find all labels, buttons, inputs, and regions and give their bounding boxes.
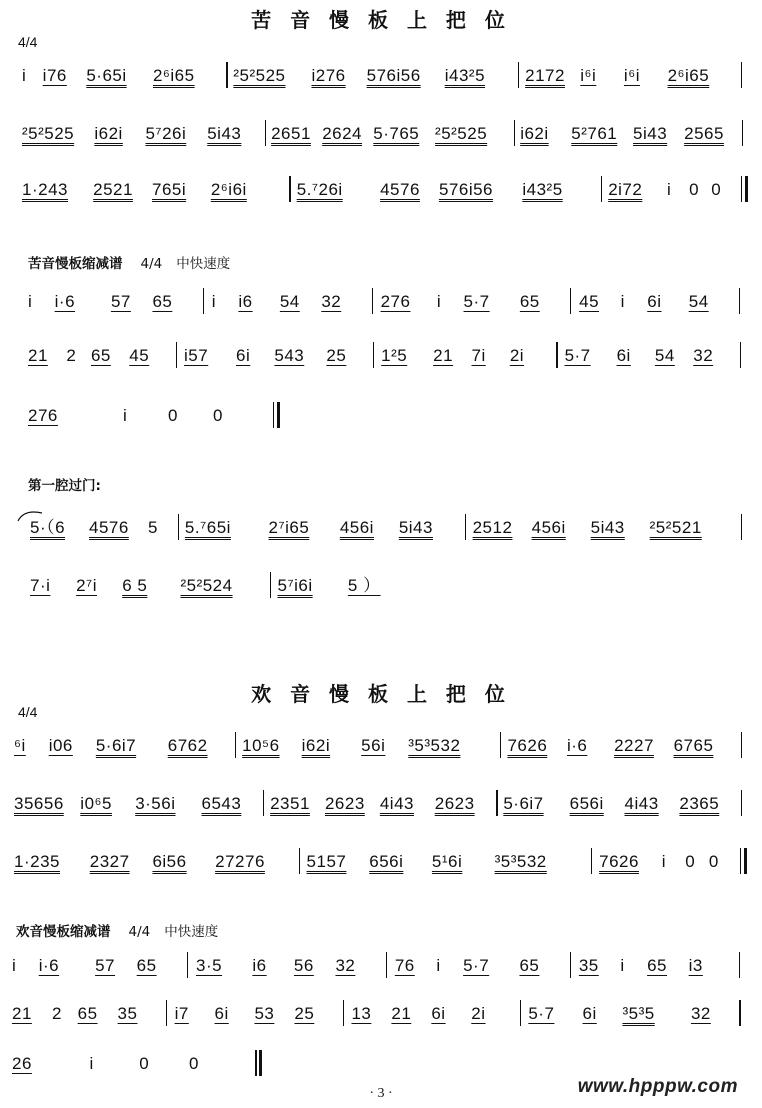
note-group: 2i72 <box>608 180 643 199</box>
note-group: 2227 <box>614 736 654 755</box>
note-group: 5i43 <box>590 518 625 537</box>
note-group: i62i <box>94 124 123 143</box>
note-group: 5·765 <box>373 124 420 143</box>
note-group: 5157 <box>306 852 347 871</box>
huanyin-reduced-tempo: 中快速度 <box>164 924 219 940</box>
note-group: 1·243 <box>22 180 68 199</box>
barline <box>176 342 177 368</box>
note-group: 2⁶i65 <box>152 66 195 85</box>
note-group: 21 <box>12 1004 32 1023</box>
note-group: 276 <box>380 292 411 311</box>
note-group: 21 <box>28 346 48 365</box>
note-group: i <box>211 292 216 311</box>
note-group: 6i <box>616 346 631 365</box>
note-group: 5·7 <box>564 346 591 365</box>
huanyin-reduced-heading <box>16 920 218 940</box>
barline <box>263 790 264 816</box>
notation-row <box>0 336 762 376</box>
notation-row <box>0 994 762 1034</box>
note-group: i43²5 <box>444 66 486 85</box>
note-group: 5·7 <box>463 956 490 975</box>
note-group: 65 <box>90 346 111 365</box>
huanyin-reduced-heading-text: 欢音慢板缩减谱 <box>16 924 111 940</box>
note-group: 76 <box>394 956 415 975</box>
note-group: 2623 <box>324 794 365 813</box>
note-group: i06 <box>48 736 73 755</box>
final-barline <box>255 1050 256 1076</box>
note-group: 576i56 <box>366 66 421 85</box>
note-group: 5·7 <box>463 292 490 311</box>
note-group: 2⁷i65 <box>268 518 310 537</box>
note-group: 2623 <box>434 794 475 813</box>
note-group: 656i <box>569 794 604 813</box>
note-group: 6765 <box>673 736 714 755</box>
note-group: 6i <box>431 1004 446 1023</box>
huanyin-meter: 4/4 <box>18 704 38 720</box>
note-group: i43²5 <box>522 180 563 199</box>
note-group: 4i43 <box>624 794 659 813</box>
note-group: i6 <box>252 956 267 975</box>
note-group: 0 <box>708 852 719 871</box>
note-group: i <box>436 292 442 311</box>
note-group: 4576 <box>89 518 129 537</box>
note-group: ³5³532 <box>408 736 461 755</box>
barline <box>514 120 515 146</box>
note-group: 5⁷i6i <box>277 576 313 595</box>
barline <box>601 176 602 202</box>
note-group: 5·7 <box>528 1004 555 1023</box>
note-group: 4576 <box>380 180 420 199</box>
note-group: i <box>123 406 128 425</box>
final-barline <box>741 176 742 202</box>
note-group: 0 <box>139 1054 150 1073</box>
note-group: i <box>620 956 625 975</box>
note-group: 53 <box>254 1004 275 1023</box>
note-group: 543 <box>274 346 305 365</box>
note-group: 32 <box>693 346 714 365</box>
watermark-logo: www.hpppw.com <box>577 1076 738 1097</box>
barline <box>299 848 300 874</box>
note-group: 2512 <box>472 518 513 537</box>
note-group: ³5³5 <box>622 1004 655 1023</box>
note-group: 5.⁷26i <box>296 180 343 199</box>
note-group: 56i <box>361 736 386 755</box>
note-group: i0⁶5 <box>80 794 112 813</box>
huanyin-title: 欢 音 慢 板 上 把 位 <box>251 682 511 706</box>
note-group: i57 <box>184 346 209 365</box>
barline <box>742 120 743 146</box>
final-barline-thick <box>277 402 280 428</box>
note-group: 2327 <box>89 852 130 871</box>
kuyin-meter: 4/4 <box>18 34 38 50</box>
kuyin-reduced-tempo: 中快速度 <box>176 256 231 272</box>
note-group: i <box>620 292 625 311</box>
note-group: 5·（6 <box>30 518 66 537</box>
note-group: 65 <box>519 956 540 975</box>
note-group: 35 <box>578 956 599 975</box>
note-group: 2i <box>471 1004 486 1023</box>
note-group: i <box>436 956 441 975</box>
note-group: 6762 <box>167 736 208 755</box>
page-number: · 3 · <box>369 1086 393 1101</box>
final-barline-thick <box>745 176 748 202</box>
note-group: ²5²525 <box>233 66 286 85</box>
note-group: 0 <box>189 1054 199 1073</box>
note-group: i⁶i <box>623 66 640 85</box>
barline <box>226 62 227 88</box>
barline <box>465 514 466 540</box>
barline <box>741 514 742 540</box>
note-group: 5 ） <box>347 576 381 595</box>
barline <box>518 62 519 88</box>
note-group: 5 <box>148 518 158 537</box>
notation-row <box>0 56 762 96</box>
note-group: 56 <box>293 956 314 975</box>
notation-row <box>0 508 762 548</box>
note-group: 7·i <box>30 576 51 595</box>
final-barline <box>273 402 274 428</box>
note-group: 7i <box>471 346 486 365</box>
note-group: 6i <box>582 1004 597 1023</box>
barline <box>187 952 188 978</box>
note-group: 3·5 <box>196 956 223 975</box>
note-group: 32 <box>321 292 342 311</box>
notation-row <box>0 114 762 154</box>
barline <box>203 288 204 314</box>
note-group: 5·6i7 <box>95 736 137 755</box>
note-group: i <box>667 180 672 199</box>
barline <box>235 732 236 758</box>
note-group: ²5²524 <box>180 576 233 595</box>
note-group: 5⁷26i <box>145 124 187 143</box>
barline <box>739 1000 740 1026</box>
note-group: i7 <box>174 1004 189 1023</box>
note-group: 65 <box>647 956 668 975</box>
barline <box>166 1000 167 1026</box>
final-barline-thick <box>744 848 747 874</box>
note-group: 6i <box>647 292 662 311</box>
note-group: 2624 <box>322 124 363 143</box>
note-group: 54 <box>688 292 709 311</box>
note-group: 576i56 <box>438 180 494 199</box>
note-group: 2172 <box>525 66 565 85</box>
note-group: i <box>89 1054 94 1073</box>
note-group: 65 <box>519 292 540 311</box>
interlude-heading: 第一腔过门: <box>28 478 101 494</box>
note-group: 10⁵6 <box>242 736 280 755</box>
final-barline-thick <box>259 1050 262 1076</box>
note-group: i3 <box>688 956 703 975</box>
note-group: 57 <box>110 292 131 311</box>
notation-row <box>0 566 762 606</box>
barline <box>343 1000 344 1026</box>
note-group: i <box>22 66 27 85</box>
barline <box>556 342 557 368</box>
note-group: 13 <box>351 1004 372 1023</box>
note-group: i·6 <box>566 736 588 755</box>
note-group: 5¹6i <box>431 852 463 871</box>
kuyin-reduced-heading <box>28 252 230 272</box>
note-group: 2i <box>509 346 525 365</box>
note-group: 32 <box>335 956 356 975</box>
note-group: ⁶i <box>14 736 26 755</box>
note-group: 5·6i7 <box>503 794 544 813</box>
barline <box>373 342 374 368</box>
notation-row <box>0 784 762 824</box>
kuyin-reduced-heading-text: 苦音慢板缩减谱 <box>28 256 123 272</box>
note-group: i62i <box>520 124 549 143</box>
notation-row <box>0 726 762 766</box>
note-group: i <box>661 852 667 871</box>
note-group: 27276 <box>215 852 265 871</box>
notation-row <box>0 282 762 322</box>
barline <box>178 514 179 540</box>
note-group: 2365 <box>679 794 720 813</box>
note-group: i·6 <box>38 956 60 975</box>
note-group: 456i <box>531 518 566 537</box>
note-group: 2⁶i6i <box>210 180 247 199</box>
note-group: 0 <box>689 180 700 199</box>
notation-row <box>0 842 762 882</box>
note-group: ²5²521 <box>649 518 702 537</box>
note-group: i·6 <box>54 292 76 311</box>
note-group: 6i <box>214 1004 229 1023</box>
note-group: 0 <box>168 406 178 425</box>
note-group: 5·65i <box>86 66 127 85</box>
barline <box>270 572 271 598</box>
note-group: 45 <box>579 292 600 311</box>
note-group: 57 <box>95 956 116 975</box>
barline <box>386 952 387 978</box>
note-group: 1·235 <box>14 852 60 871</box>
notation-row <box>0 946 762 986</box>
note-group: ²5²525 <box>435 124 488 143</box>
note-group: ²5²525 <box>22 124 75 143</box>
note-group: 7626 <box>599 852 639 871</box>
note-group: i⁶i <box>580 66 597 85</box>
barline <box>265 120 266 146</box>
note-group: 54 <box>279 292 300 311</box>
barline <box>741 790 742 816</box>
note-group: 32 <box>690 1004 711 1023</box>
barline <box>496 790 497 816</box>
note-group: 5²761 <box>571 124 618 143</box>
note-group: 0 <box>685 852 696 871</box>
note-group: 21 <box>391 1004 412 1023</box>
final-barline <box>740 848 741 874</box>
kuyin-title: 苦 音 慢 板 上 把 位 <box>251 8 511 32</box>
note-group: 5i43 <box>207 124 242 143</box>
note-group: 45 <box>129 346 150 365</box>
note-group: 65 <box>152 292 173 311</box>
note-group: 6 5 <box>122 576 148 595</box>
barline <box>570 952 571 978</box>
note-group: 765i <box>151 180 187 199</box>
notation-row <box>0 396 762 436</box>
note-group: 35 <box>117 1004 138 1023</box>
note-group: 5.⁷65i <box>184 518 231 537</box>
note-group: i62i <box>301 736 331 755</box>
note-group: 0 <box>213 406 223 425</box>
note-group: ³5³532 <box>494 852 547 871</box>
note-group: 276 <box>28 406 58 425</box>
barline <box>739 288 740 314</box>
barline <box>500 732 501 758</box>
huanyin-reduced-meter: 4/4 <box>128 924 151 940</box>
note-group: 25 <box>326 346 347 365</box>
note-group: 6i <box>236 346 251 365</box>
note-group: 7626 <box>507 736 548 755</box>
note-group: 2351 <box>270 794 310 813</box>
note-group: 1²5 <box>381 346 408 365</box>
note-group: 25 <box>294 1004 315 1023</box>
note-group: i276 <box>311 66 346 85</box>
note-group: 21 <box>433 346 454 365</box>
kuyin-reduced-meter: 4/4 <box>140 256 163 272</box>
barline <box>739 952 740 978</box>
note-group: 65 <box>77 1004 98 1023</box>
note-group: i <box>28 292 33 311</box>
note-group: 4i43 <box>379 794 414 813</box>
note-group: 26 <box>12 1054 32 1073</box>
note-group: 2 <box>66 346 77 365</box>
note-group: 3·56i <box>135 794 176 813</box>
note-group: 2651 <box>271 124 311 143</box>
notation-row <box>0 170 762 210</box>
note-group: 656i <box>369 852 404 871</box>
note-group: 5i43 <box>633 124 668 143</box>
barline <box>520 1000 521 1026</box>
note-group: 2⁶i65 <box>667 66 710 85</box>
barline <box>289 176 290 202</box>
note-group: 2⁷i <box>76 576 97 595</box>
note-group: i6 <box>238 292 253 311</box>
note-group: 65 <box>136 956 157 975</box>
note-group: 6i56 <box>152 852 187 871</box>
barline <box>570 288 571 314</box>
note-group: 2521 <box>93 180 133 199</box>
note-group: 2 <box>51 1004 62 1023</box>
barline <box>372 288 373 314</box>
barline <box>741 62 742 88</box>
note-group: 456i <box>339 518 374 537</box>
note-group: 35656 <box>14 794 64 813</box>
note-group: 0 <box>711 180 722 199</box>
note-group: 6543 <box>201 794 242 813</box>
note-group: i76 <box>42 66 67 85</box>
note-group: 2565 <box>684 124 724 143</box>
barline <box>591 848 592 874</box>
note-group: 54 <box>654 346 675 365</box>
note-group: 5i43 <box>398 518 433 537</box>
barline <box>741 732 742 758</box>
barline <box>740 342 741 368</box>
note-group: i <box>12 956 17 975</box>
